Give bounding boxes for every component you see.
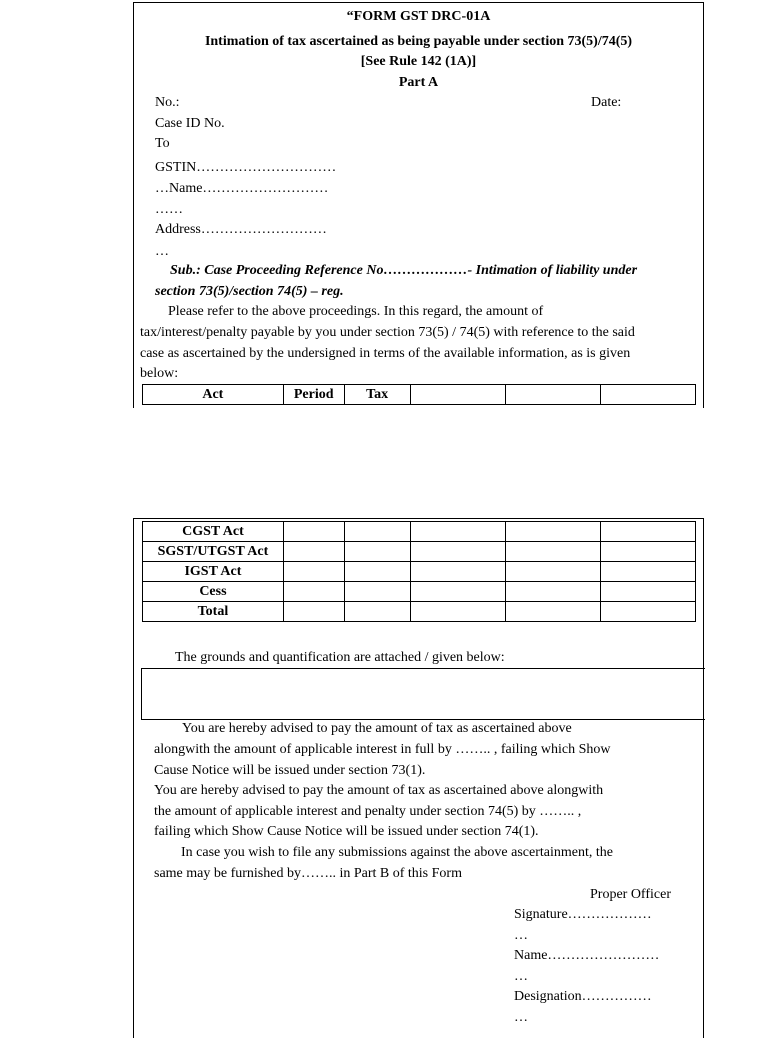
table-cell <box>344 522 410 542</box>
row-total: Total <box>143 602 284 622</box>
para-line: Cause Notice will be issued under section 73(1). <box>154 763 426 778</box>
table-cell <box>344 582 410 602</box>
address-field: Address……………………… <box>155 222 327 237</box>
table-cell <box>601 542 696 562</box>
form-page-2 <box>133 518 704 1038</box>
para-line: Please refer to the above proceedings. In this regard, the amount of <box>168 304 544 319</box>
designation-field-cont: … <box>514 1010 528 1025</box>
tax-table-body <box>142 521 696 622</box>
proper-officer-label: Proper Officer <box>590 887 671 902</box>
header-tax: Tax <box>344 385 410 405</box>
subject-line-1: Sub.: Case Proceeding Reference No………………- Intimation of liability under <box>170 263 638 278</box>
table-row <box>143 522 696 542</box>
table-cell <box>410 522 506 542</box>
para-line: You are hereby advised to pay the amount of tax as ascertained above <box>182 721 572 736</box>
signature-field-cont: … <box>514 928 528 943</box>
form-rule: [See Rule 142 (1A)] <box>360 54 477 69</box>
subject-line-2: section 73(5)/section 74(5) – reg. <box>155 284 344 299</box>
case-id-label: Case ID No. <box>155 116 225 131</box>
para-line: In case you wish to file any submissions against the above ascertainment, the <box>181 845 613 860</box>
form-page-1 <box>133 2 704 408</box>
to-label: To <box>155 136 170 151</box>
table-cell <box>344 542 410 562</box>
form-part: Part A <box>398 75 439 90</box>
header-col-6 <box>601 385 696 405</box>
table-cell <box>283 562 344 582</box>
officer-name-field: Name…………………… <box>514 948 660 963</box>
table-cell <box>344 562 410 582</box>
row-cess: Cess <box>143 582 284 602</box>
para-line: failing which Show Cause Notice will be issued under section 74(1). <box>154 824 539 839</box>
grounds-label: The grounds and quantification are attached / given below: <box>175 650 505 665</box>
signature-field: Signature……………… <box>514 907 652 922</box>
address-field-cont: … <box>155 244 169 259</box>
officer-name-field-cont: … <box>514 969 528 984</box>
table-cell <box>283 602 344 622</box>
para-line: case as ascertained by the undersigned in terms of the available information, as is given <box>140 346 631 361</box>
para-line: same may be furnished by…….. in Part B of this Form <box>154 866 462 881</box>
tax-table-header <box>142 384 696 405</box>
name-field-cont: …… <box>155 202 183 217</box>
para-line: You are hereby advised to pay the amount of tax as ascertained above alongwith <box>154 783 604 798</box>
row-cgst: CGST Act <box>143 522 284 542</box>
date-label: Date: <box>591 95 622 110</box>
designation-field: Designation…………… <box>514 989 652 1004</box>
table-row <box>143 562 696 582</box>
table-row <box>143 542 696 562</box>
table-cell <box>506 542 601 562</box>
table-cell <box>601 602 696 622</box>
table-cell <box>283 542 344 562</box>
row-igst: IGST Act <box>143 562 284 582</box>
grounds-box <box>141 668 705 720</box>
form-title: “FORM GST DRC-01A <box>346 9 491 24</box>
para-line: the amount of applicable interest and penalty under section 74(5) by …….. , <box>154 804 582 819</box>
table-row <box>143 385 696 405</box>
gstin-field: GSTIN………………………… <box>155 160 337 175</box>
table-row <box>143 602 696 622</box>
table-cell <box>283 582 344 602</box>
table-cell <box>410 542 506 562</box>
table-cell <box>506 562 601 582</box>
para-line: tax/interest/penalty payable by you under section 73(5) / 74(5) with reference to the said <box>140 325 635 340</box>
header-act: Act <box>143 385 284 405</box>
form-subtitle: Intimation of tax ascertained as being payable under section 73(5)/74(5) <box>204 34 633 49</box>
name-field: …Name……………………… <box>155 181 329 196</box>
table-cell <box>506 602 601 622</box>
table-cell <box>410 582 506 602</box>
table-cell <box>506 522 601 542</box>
table-cell <box>601 582 696 602</box>
table-cell <box>410 602 506 622</box>
table-cell <box>506 582 601 602</box>
row-sgst: SGST/UTGST Act <box>143 542 284 562</box>
table-cell <box>344 602 410 622</box>
header-period: Period <box>283 385 344 405</box>
header-col-4 <box>410 385 506 405</box>
table-cell <box>283 522 344 542</box>
table-cell <box>601 562 696 582</box>
no-label: No.: <box>155 95 180 110</box>
table-cell <box>410 562 506 582</box>
table-row <box>143 582 696 602</box>
para-line: below: <box>140 366 179 381</box>
table-cell <box>601 522 696 542</box>
header-col-5 <box>506 385 601 405</box>
para-line: alongwith the amount of applicable interest in full by …….. , failing which Show <box>154 742 611 757</box>
